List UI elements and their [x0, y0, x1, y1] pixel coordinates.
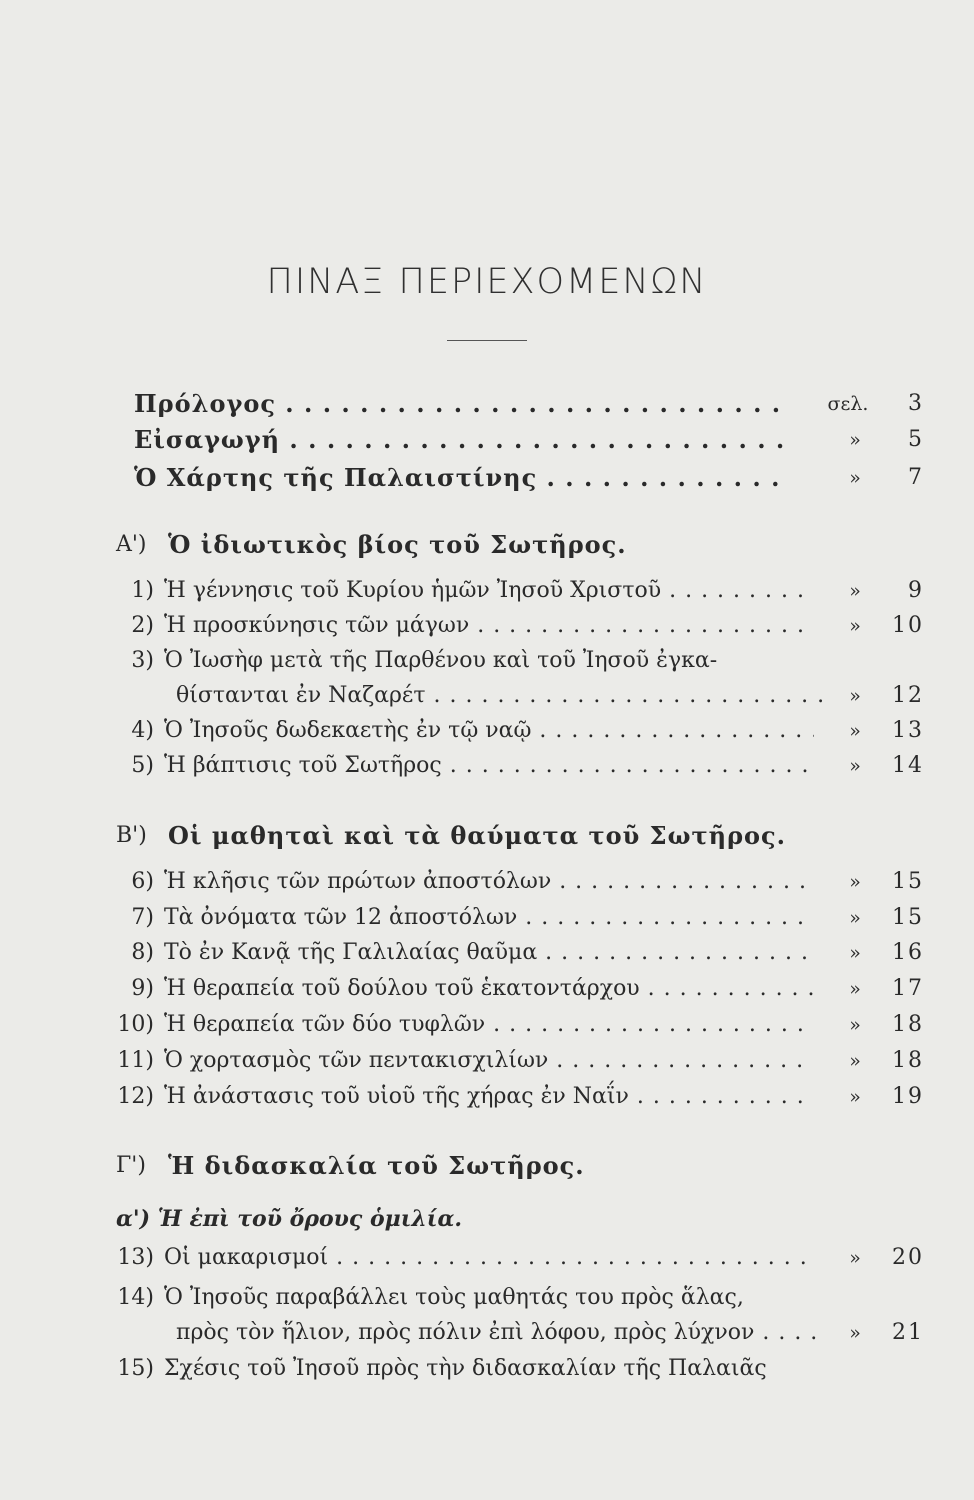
- entry-text: Ὁ Ἰησοῦς δωδεκαετὴς ἐν τῷ ναῷ . . .: [164, 713, 814, 749]
- entry-number: 12): [117, 1084, 154, 1109]
- entry-number: 13): [117, 1245, 154, 1270]
- toc-entry[interactable]: [0, 1043, 974, 1079]
- section-letter: Γ'): [116, 1153, 146, 1178]
- entry-text-continued: πρὸς τὸν ἥλιον, πρὸς πόλιν ἐπὶ λόφου, πρὸς λύχνον . . .: [176, 1315, 826, 1351]
- subsection-heading: [0, 1201, 974, 1237]
- toc-entry[interactable]: [0, 1240, 974, 1276]
- section-heading-b: [0, 818, 974, 854]
- page-number: 12: [892, 683, 924, 708]
- section-heading-c: [0, 1148, 974, 1184]
- entry-text: Ἡ γέννησις τοῦ Κυρίου ἡμῶν Ἰησοῦ Χριστοῦ . . .: [164, 573, 814, 609]
- ditto-mark: »: [849, 1322, 861, 1344]
- page-abbrev: σελ.: [827, 393, 869, 415]
- page-number: 13: [892, 718, 924, 743]
- toc-entry[interactable]: [0, 1007, 974, 1043]
- page-number: 7: [908, 465, 924, 490]
- entry-text: Ἡ προσκύνησις τῶν μάγων . . .: [164, 608, 814, 644]
- entry-text: Οἱ μακαρισμοί . . .: [164, 1240, 814, 1276]
- ditto-mark: »: [849, 580, 861, 602]
- ditto-mark: »: [849, 1014, 861, 1036]
- page-number: 17: [892, 976, 924, 1001]
- toc-entry[interactable]: [0, 971, 974, 1007]
- ditto-mark: »: [849, 429, 861, 451]
- section-letter: Β'): [116, 823, 147, 848]
- entry-number: 6): [131, 869, 154, 894]
- entry-number: 2): [131, 613, 154, 638]
- toc-entry[interactable]: [0, 573, 974, 609]
- section-title: Ἡ διδασκαλία τοῦ Σωτῆρος.: [168, 1151, 585, 1180]
- entry-text: Ὁ Ἰωσὴφ μετὰ τῆς Παρθένου καὶ τοῦ Ἰησοῦ ἐγκα-: [164, 648, 718, 673]
- subsection-title: α') Ἡ ἐπὶ τοῦ ὄρους ὁμιλία.: [116, 1206, 463, 1232]
- entry-text: Ὁ Ἰησοῦς παραβάλλει τοὺς μαθητάς του πρὸς ἅλας,: [164, 1285, 744, 1310]
- toc-entry-map[interactable]: [0, 460, 974, 496]
- page-number: 3: [908, 391, 924, 416]
- ditto-mark: »: [849, 755, 861, 777]
- page-number: 9: [908, 578, 924, 603]
- toc-entry-prologue[interactable]: [0, 386, 974, 422]
- toc-entry[interactable]: [0, 643, 974, 679]
- entry-number: 4): [131, 718, 154, 743]
- entry-text: Πρόλογος . . .: [134, 386, 784, 422]
- ditto-mark: »: [849, 1086, 861, 1108]
- page-number: 16: [892, 940, 924, 965]
- page-number: 15: [892, 869, 924, 894]
- entry-number: 11): [117, 1048, 154, 1073]
- toc-entry[interactable]: [0, 1351, 974, 1387]
- entry-text: Τὰ ὀνόματα τῶν 12 ἀποστόλων . . .: [164, 900, 814, 936]
- title-rule: [447, 340, 527, 341]
- page-number: 19: [892, 1084, 924, 1109]
- ditto-mark: »: [849, 685, 861, 707]
- entry-number: 10): [117, 1012, 154, 1037]
- entry-text: Τὸ ἐν Κανᾷ τῆς Γαλιλαίας θαῦμα . . .: [164, 935, 814, 971]
- entry-text: Ἡ κλῆσις τῶν πρώτων ἀποστόλων . . .: [164, 864, 814, 900]
- entry-text: Ὁ χορτασμὸς τῶν πεντακισχιλίων . . .: [164, 1043, 814, 1079]
- toc-entry[interactable]: [0, 748, 974, 784]
- page-number: 5: [908, 427, 924, 452]
- entry-number: 7): [131, 905, 154, 930]
- toc-entry-introduction[interactable]: [0, 422, 974, 458]
- toc-entry[interactable]: [0, 900, 974, 936]
- entry-text: Ὁ Χάρτης τῆς Παλαιστίνης . . .: [134, 460, 784, 496]
- ditto-mark: »: [849, 978, 861, 1000]
- toc-entry[interactable]: [0, 864, 974, 900]
- page-number: 10: [892, 613, 924, 638]
- section-letter: Α'): [116, 532, 147, 557]
- toc-entry-continuation[interactable]: [0, 1315, 974, 1351]
- entry-text: Ἡ ἀνάστασις τοῦ υἱοῦ τῆς χήρας ἐν Ναΐν . . .: [164, 1079, 814, 1115]
- page-number: 18: [892, 1048, 924, 1073]
- ditto-mark: »: [849, 942, 861, 964]
- entry-number: 8): [131, 940, 154, 965]
- page-title: ΠΙΝΑΞ ΠΕΡΙΕΧΟΜΕΝΩΝ: [266, 262, 708, 302]
- section-heading-a: [0, 527, 974, 563]
- toc-entry[interactable]: [0, 608, 974, 644]
- toc-entry[interactable]: [0, 713, 974, 749]
- ditto-mark: »: [849, 467, 861, 489]
- entry-number: 3): [131, 648, 154, 673]
- entry-text: Σχέσις τοῦ Ἰησοῦ πρὸς τὴν διδασκαλίαν τῆς Παλαιᾶς: [164, 1356, 767, 1381]
- toc-entry[interactable]: [0, 1079, 974, 1115]
- page-number: 21: [892, 1320, 924, 1345]
- ditto-mark: »: [849, 907, 861, 929]
- toc-entry[interactable]: [0, 1280, 974, 1316]
- ditto-mark: »: [849, 1050, 861, 1072]
- page-number: 20: [892, 1245, 924, 1270]
- toc-entry-continuation[interactable]: [0, 678, 974, 714]
- entry-number: 9): [131, 976, 154, 1001]
- ditto-mark: »: [849, 615, 861, 637]
- page-number: 14: [892, 753, 924, 778]
- section-title: Οἱ μαθηταὶ καὶ τὰ θαύματα τοῦ Σωτῆρος.: [168, 821, 787, 850]
- section-title: Ὁ ἰδιωτικὸς βίος τοῦ Σωτῆρος.: [168, 530, 627, 559]
- entry-text: Ἡ θεραπεία τῶν δύο τυφλῶν . . .: [164, 1007, 814, 1043]
- entry-text: Εἰσαγωγή . . .: [134, 422, 784, 458]
- toc-entry[interactable]: [0, 935, 974, 971]
- entry-text: Ἡ βάπτισις τοῦ Σωτῆρος . . .: [164, 748, 814, 784]
- ditto-mark: »: [849, 871, 861, 893]
- entry-number: 1): [131, 578, 154, 603]
- entry-text-continued: θίστανται ἐν Ναζαρέτ . . .: [176, 678, 826, 714]
- entry-number: 14): [117, 1285, 154, 1310]
- page-number: 15: [892, 905, 924, 930]
- ditto-mark: »: [849, 720, 861, 742]
- ditto-mark: »: [849, 1247, 861, 1269]
- page-number: 18: [892, 1012, 924, 1037]
- entry-number: 15): [117, 1356, 154, 1381]
- entry-number: 5): [131, 753, 154, 778]
- entry-text: Ἡ θεραπεία τοῦ δούλου τοῦ ἑκατοντάρχου . . .: [164, 971, 814, 1007]
